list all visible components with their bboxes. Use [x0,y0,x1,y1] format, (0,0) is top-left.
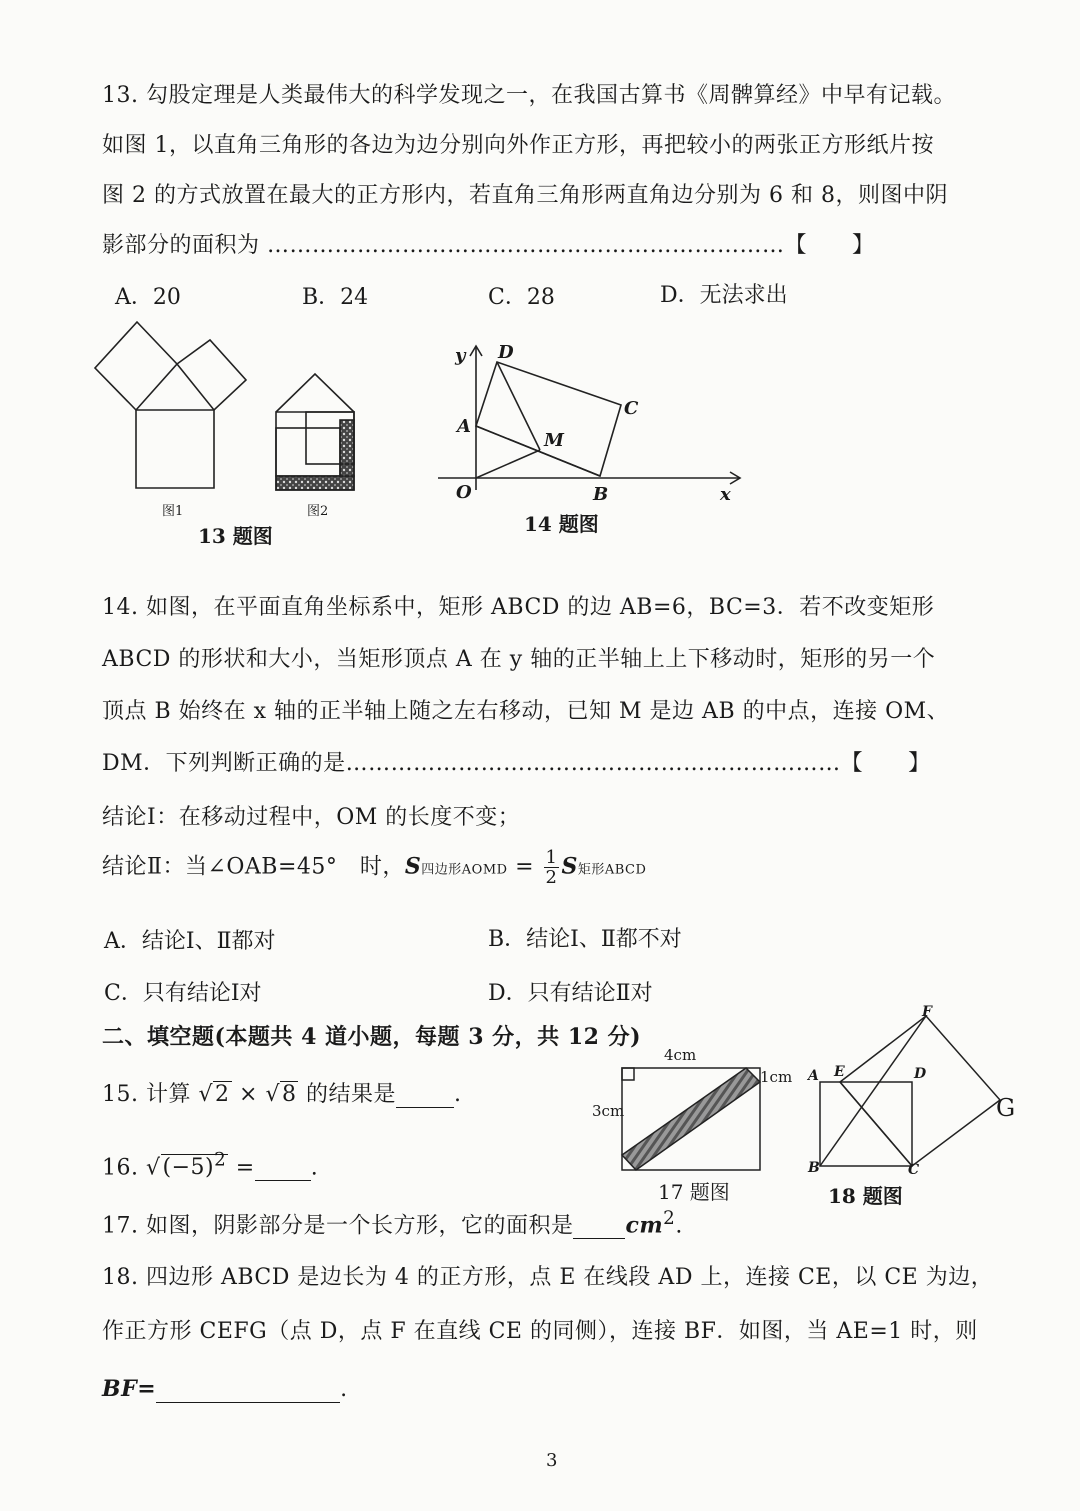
q17-unit-exponent: 2 [663,1208,676,1229]
fig18-square-cefg [840,1016,1000,1166]
q15-radicand-2: 8 [281,1082,297,1107]
q14-option-a: A．结论Ⅰ、Ⅱ都对 [104,929,276,954]
fig18-label-e: E [834,1064,845,1080]
fig14-label-o: O [456,482,472,503]
q16-radicand-base: (−5) [162,1155,215,1181]
q13-option-c: C．28 [488,285,555,310]
fig18-label-b: B [808,1160,820,1176]
q15: 15. 计算 √2 × √8 的结果是 . [102,1082,462,1107]
q17-unit: cm [625,1212,664,1239]
q13-option-d: D．无法求出 [660,283,788,308]
q16-prefix: 16. [102,1155,146,1181]
q13-line-2: 如图 1，以直角三角形的各边为边分别向外作正方形，再把较小的两张正方形纸片按 [102,133,934,158]
q18-bf-label: BF= [102,1376,157,1402]
fig14-label-m: M [544,430,564,451]
fig18-segment-ec [840,1082,912,1166]
q17-figure-caption: 17 题图 [658,1180,730,1204]
fig18-square-abcd [820,1082,912,1166]
q14-c2-s1: S [404,853,422,880]
fig18-label-g: G [996,1094,1016,1122]
q14-line-2: ABCD 的形状和大小，当矩形顶点 A 在 y 轴的正半轴上上下移动时，矩形的另一个 [102,647,936,672]
q14-option-d: D．只有结论Ⅱ对 [488,981,653,1006]
q14-line-3: 顶点 B 始终在 x 轴的正半轴上随之左右移动，已知 M 是边 AB 的中点，连接 OM、 [102,699,950,724]
q15-radicand-1: 2 [215,1082,230,1107]
fig18-label-c: C [908,1162,920,1178]
q14-c2-num: 1 [545,847,558,868]
q13-line-3: 图 2 的方式放置在最大的正方形内，若直角三角形两直角边分别为 6 和 8，则图中阴 [102,183,948,208]
q17-end: . [675,1213,683,1239]
fig18-label-d: D [914,1066,927,1082]
q13-line-1: 13. 勾股定理是人类最伟大的科学发现之一，在我国古算书《周髀算经》中早有记载。 [102,83,956,108]
q14-line-4: DM．下列判断正确的是…………………………………………………………【 】 [102,751,931,776]
q13-option-a: A．20 [115,285,181,310]
fig18-label-f: F [922,1004,932,1020]
section-2-heading: 二、填空题(本题共 4 道小题，每题 3 分，共 12 分) [102,1024,642,1050]
fig2-label: 图2 [307,504,329,519]
q14-c2-s2: S [561,853,578,880]
q14-figure-caption: 14 题图 [524,512,599,536]
q13-figure-caption: 13 题图 [198,524,273,548]
q15-prefix: 15. 计算 [102,1082,199,1107]
q18-line-1: 18. 四边形 ABCD 是边长为 4 的正方形，点 E 在线段 AD 上，连接 CE，以 CE 为边， [102,1265,994,1290]
fig18-label-a: A [808,1068,819,1084]
q18-line-2: 作正方形 CEFG（点 D，点 F 在直线 CE 的同侧），连接 BF．如图，当 AE=1 时，则 [102,1319,978,1344]
q15-end: . [453,1082,462,1107]
q15-times: × [231,1082,266,1107]
q14-conclusion-1: 结论Ⅰ：在移动过程中，OM 的长度不变； [102,805,521,830]
fig17-left-label: 3cm [592,1102,625,1120]
q15-suffix: 的结果是 [298,1082,396,1107]
q14-line-1: 14. 如图，在平面直角坐标系中，矩形 ABCD 的边 AB=6，BC=3．若不改变矩形 [102,595,935,620]
q14-option-b: B．结论Ⅰ、Ⅱ都不对 [488,927,682,952]
q13-option-b: B．24 [302,285,369,310]
fig14-label-y: y [455,345,466,366]
q18-end: . [340,1377,348,1402]
q14-c2-sub2: 矩形ABCD [577,862,647,878]
fig14-label-b: B [593,484,609,505]
q16-eq: = [228,1155,255,1181]
q16: 16. $√(-5)^2$ = . [102,1150,319,1181]
q16-end: . [310,1155,319,1181]
fig14-label-c: C [624,398,639,419]
q13-line-4: 影部分的面积为 ……………………………………………………………【 】 [102,233,875,258]
q17-text: 17. 如图，阴影部分是一个长方形，它的面积是 [102,1213,574,1239]
fig1-label: 图1 [162,504,184,519]
q14-option-c: C．只有结论Ⅰ对 [104,981,262,1006]
q18-figure-caption: 18 题图 [828,1184,903,1208]
fig18-segment-bf [820,1016,926,1166]
q14-c2-sub1: 四边形AOMD [421,862,508,878]
fig14-label-a: A [457,416,471,437]
fig17-top-label: 4cm [664,1046,697,1064]
q16-exponent: 2 [214,1150,227,1171]
q14-c2-den: 2 [545,867,558,888]
fig14-label-d: D [498,342,514,363]
page-number: 3 [546,1450,558,1471]
fig17-right-label: 1cm [760,1068,793,1086]
q14-c2-eq: = [507,854,542,880]
q14-c2-prefix: 结论Ⅱ：当∠OAB=45° 时， [102,854,405,880]
fig14-label-x: x [720,484,731,505]
